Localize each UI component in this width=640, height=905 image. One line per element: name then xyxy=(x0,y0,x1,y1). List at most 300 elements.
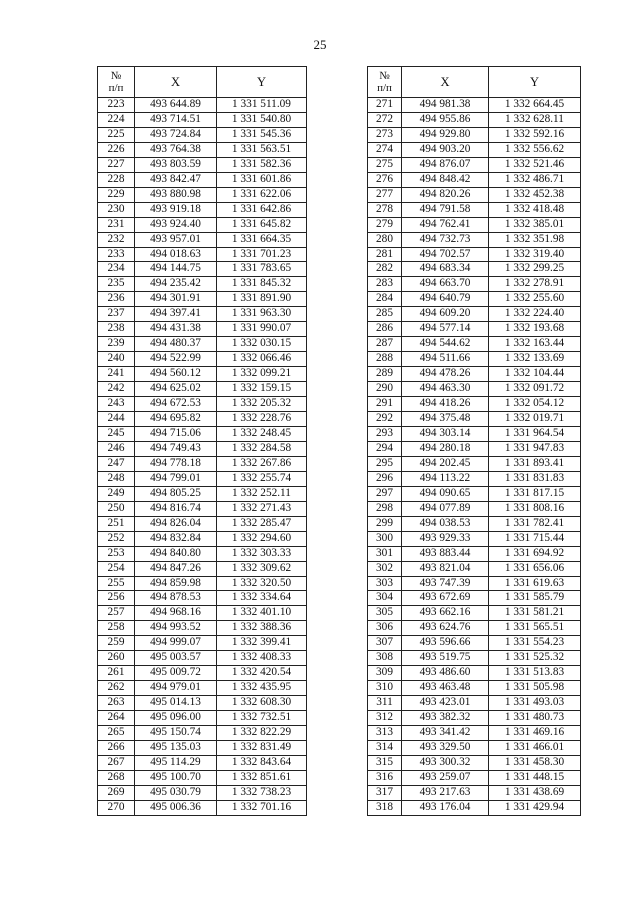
table-row xyxy=(368,232,581,247)
table-row xyxy=(368,142,581,157)
cell-number: 287 xyxy=(368,337,402,352)
cell-x: 493 957.01 xyxy=(135,232,217,247)
table-row xyxy=(368,112,581,127)
table-row xyxy=(98,740,307,755)
cell-number: 258 xyxy=(98,621,135,636)
table-row xyxy=(368,307,581,322)
table-row xyxy=(98,606,307,621)
table-row xyxy=(368,382,581,397)
column-header-x: X xyxy=(402,67,489,98)
cell-y: 1 332 019.71 xyxy=(489,412,581,427)
cell-y: 1 332 385.01 xyxy=(489,217,581,232)
cell-x: 494 840.80 xyxy=(135,546,217,561)
cell-y: 1 332 592.16 xyxy=(489,127,581,142)
cell-x: 495 096.00 xyxy=(135,711,217,726)
cell-x: 494 522.99 xyxy=(135,352,217,367)
cell-number: 260 xyxy=(98,651,135,666)
column-header-number: № п/п xyxy=(98,67,135,98)
cell-number: 224 xyxy=(98,112,135,127)
cell-number: 313 xyxy=(368,726,402,741)
table-row xyxy=(368,127,581,142)
cell-y: 1 331 891.90 xyxy=(217,292,307,307)
cell-number: 234 xyxy=(98,262,135,277)
cell-x: 494 826.04 xyxy=(135,516,217,531)
cell-y: 1 331 782.41 xyxy=(489,516,581,531)
cell-y: 1 331 817.15 xyxy=(489,486,581,501)
cell-y: 1 332 030.15 xyxy=(217,337,307,352)
cell-number: 290 xyxy=(368,382,402,397)
cell-x: 494 847.26 xyxy=(135,561,217,576)
cell-x: 494 968.16 xyxy=(135,606,217,621)
table-row xyxy=(98,696,307,711)
cell-y: 1 332 701.16 xyxy=(217,800,307,815)
table-row xyxy=(98,142,307,157)
cell-y: 1 331 513.83 xyxy=(489,666,581,681)
cell-x: 495 100.70 xyxy=(135,770,217,785)
cell-number: 243 xyxy=(98,397,135,412)
cell-number: 230 xyxy=(98,202,135,217)
cell-number: 254 xyxy=(98,561,135,576)
cell-x: 494 038.53 xyxy=(402,516,489,531)
table-row xyxy=(98,681,307,696)
table-row xyxy=(368,397,581,412)
cell-x: 494 235.42 xyxy=(135,277,217,292)
table-header-row xyxy=(98,67,307,98)
cell-y: 1 332 278.91 xyxy=(489,277,581,292)
table-row xyxy=(368,740,581,755)
cell-x: 494 993.52 xyxy=(135,621,217,636)
cell-y: 1 332 248.45 xyxy=(217,426,307,441)
cell-y: 1 332 738.23 xyxy=(217,785,307,800)
cell-y: 1 332 099.21 xyxy=(217,367,307,382)
table-row xyxy=(368,501,581,516)
cell-x: 493 176.04 xyxy=(402,800,489,815)
table-row xyxy=(98,770,307,785)
cell-y: 1 331 466.01 xyxy=(489,740,581,755)
cell-number: 268 xyxy=(98,770,135,785)
table-row xyxy=(98,202,307,217)
cell-y: 1 332 831.49 xyxy=(217,740,307,755)
cell-y: 1 331 448.15 xyxy=(489,770,581,785)
cell-y: 1 331 511.09 xyxy=(217,98,307,113)
cell-y: 1 332 843.64 xyxy=(217,755,307,770)
table-row xyxy=(368,202,581,217)
cell-y: 1 331 694.92 xyxy=(489,546,581,561)
cell-y: 1 331 563.51 xyxy=(217,142,307,157)
cell-number: 252 xyxy=(98,531,135,546)
cell-x: 494 999.07 xyxy=(135,636,217,651)
cell-y: 1 332 267.86 xyxy=(217,456,307,471)
cell-y: 1 331 845.32 xyxy=(217,277,307,292)
cell-x: 494 418.26 xyxy=(402,397,489,412)
table-row xyxy=(98,621,307,636)
cell-number: 309 xyxy=(368,666,402,681)
cell-number: 273 xyxy=(368,127,402,142)
cell-y: 1 332 418.48 xyxy=(489,202,581,217)
cell-number: 297 xyxy=(368,486,402,501)
table-row xyxy=(98,651,307,666)
cell-x: 493 747.39 xyxy=(402,576,489,591)
cell-number: 237 xyxy=(98,307,135,322)
table-row xyxy=(368,172,581,187)
table-row xyxy=(98,726,307,741)
cell-y: 1 331 831.83 xyxy=(489,471,581,486)
cell-y: 1 331 656.06 xyxy=(489,561,581,576)
cell-x: 495 006.36 xyxy=(135,800,217,815)
cell-y: 1 331 893.41 xyxy=(489,456,581,471)
cell-x: 494 303.14 xyxy=(402,426,489,441)
cell-x: 493 714.51 xyxy=(135,112,217,127)
cell-number: 236 xyxy=(98,292,135,307)
cell-number: 295 xyxy=(368,456,402,471)
cell-x: 494 903.20 xyxy=(402,142,489,157)
cell-x: 494 732.73 xyxy=(402,232,489,247)
cell-number: 247 xyxy=(98,456,135,471)
table-row xyxy=(98,576,307,591)
cell-x: 494 202.45 xyxy=(402,456,489,471)
cell-x: 495 009.72 xyxy=(135,666,217,681)
table-row xyxy=(98,441,307,456)
cell-x: 493 919.18 xyxy=(135,202,217,217)
cell-number: 291 xyxy=(368,397,402,412)
cell-x: 493 842.47 xyxy=(135,172,217,187)
cell-y: 1 332 271.43 xyxy=(217,501,307,516)
table-row xyxy=(368,681,581,696)
table-row xyxy=(368,711,581,726)
cell-x: 494 663.70 xyxy=(402,277,489,292)
cell-number: 276 xyxy=(368,172,402,187)
table-row xyxy=(98,322,307,337)
cell-x: 494 511.66 xyxy=(402,352,489,367)
cell-x: 494 805.25 xyxy=(135,486,217,501)
cell-number: 267 xyxy=(98,755,135,770)
cell-number: 318 xyxy=(368,800,402,815)
table-row xyxy=(98,217,307,232)
cell-x: 494 778.18 xyxy=(135,456,217,471)
cell-x: 493 329.50 xyxy=(402,740,489,755)
coordinates-table-right xyxy=(367,66,581,816)
table-row xyxy=(98,262,307,277)
cell-y: 1 331 581.21 xyxy=(489,606,581,621)
table-row xyxy=(98,456,307,471)
table-row xyxy=(368,621,581,636)
cell-y: 1 332 255.60 xyxy=(489,292,581,307)
cell-x: 494 577.14 xyxy=(402,322,489,337)
cell-x: 493 486.60 xyxy=(402,666,489,681)
cell-number: 239 xyxy=(98,337,135,352)
cell-y: 1 332 285.47 xyxy=(217,516,307,531)
cell-y: 1 332 388.36 xyxy=(217,621,307,636)
cell-number: 292 xyxy=(368,412,402,427)
table-row xyxy=(98,412,307,427)
cell-y: 1 332 351.98 xyxy=(489,232,581,247)
cell-number: 232 xyxy=(98,232,135,247)
table-row xyxy=(98,666,307,681)
cell-x: 493 662.16 xyxy=(402,606,489,621)
table-row xyxy=(368,247,581,262)
cell-number: 248 xyxy=(98,471,135,486)
table-row xyxy=(98,382,307,397)
cell-number: 302 xyxy=(368,561,402,576)
cell-x: 493 624.76 xyxy=(402,621,489,636)
cell-x: 494 560.12 xyxy=(135,367,217,382)
cell-x: 493 423.01 xyxy=(402,696,489,711)
table-row xyxy=(98,232,307,247)
table-row xyxy=(98,157,307,172)
cell-number: 314 xyxy=(368,740,402,755)
cell-number: 263 xyxy=(98,696,135,711)
cell-number: 238 xyxy=(98,322,135,337)
cell-number: 223 xyxy=(98,98,135,113)
cell-y: 1 332 521.46 xyxy=(489,157,581,172)
cell-number: 284 xyxy=(368,292,402,307)
cell-number: 265 xyxy=(98,726,135,741)
table-header-row xyxy=(368,67,581,98)
column-header-y: Y xyxy=(217,67,307,98)
cell-number: 225 xyxy=(98,127,135,142)
cell-number: 316 xyxy=(368,770,402,785)
table-row xyxy=(368,471,581,486)
table-row xyxy=(98,711,307,726)
cell-y: 1 332 435.95 xyxy=(217,681,307,696)
cell-number: 271 xyxy=(368,98,402,113)
cell-number: 308 xyxy=(368,651,402,666)
cell-y: 1 332 284.58 xyxy=(217,441,307,456)
cell-y: 1 331 715.44 xyxy=(489,531,581,546)
cell-number: 311 xyxy=(368,696,402,711)
cell-y: 1 332 133.69 xyxy=(489,352,581,367)
table-row xyxy=(98,292,307,307)
cell-y: 1 332 104.44 xyxy=(489,367,581,382)
cell-number: 251 xyxy=(98,516,135,531)
cell-y: 1 332 224.40 xyxy=(489,307,581,322)
cell-x: 493 929.33 xyxy=(402,531,489,546)
cell-number: 228 xyxy=(98,172,135,187)
cell-x: 494 876.07 xyxy=(402,157,489,172)
table-row xyxy=(98,337,307,352)
cell-number: 261 xyxy=(98,666,135,681)
cell-y: 1 332 319.40 xyxy=(489,247,581,262)
cell-y: 1 331 438.69 xyxy=(489,785,581,800)
cell-number: 303 xyxy=(368,576,402,591)
cell-number: 231 xyxy=(98,217,135,232)
cell-x: 494 090.65 xyxy=(402,486,489,501)
cell-x: 494 848.42 xyxy=(402,172,489,187)
cell-y: 1 331 964.54 xyxy=(489,426,581,441)
table-row xyxy=(368,755,581,770)
cell-x: 493 764.38 xyxy=(135,142,217,157)
cell-x: 494 695.82 xyxy=(135,412,217,427)
cell-number: 242 xyxy=(98,382,135,397)
cell-number: 312 xyxy=(368,711,402,726)
cell-x: 493 382.32 xyxy=(402,711,489,726)
cell-x: 494 816.74 xyxy=(135,501,217,516)
cell-x: 494 799.01 xyxy=(135,471,217,486)
table-row xyxy=(98,367,307,382)
table-row xyxy=(98,591,307,606)
cell-y: 1 332 066.46 xyxy=(217,352,307,367)
page-number: 25 xyxy=(313,37,327,52)
cell-y: 1 331 458.30 xyxy=(489,755,581,770)
cell-number: 256 xyxy=(98,591,135,606)
table-row xyxy=(98,486,307,501)
cell-x: 494 280.18 xyxy=(402,441,489,456)
cell-x: 493 300.32 xyxy=(402,755,489,770)
cell-number: 279 xyxy=(368,217,402,232)
cell-x: 494 077.89 xyxy=(402,501,489,516)
cell-number: 241 xyxy=(98,367,135,382)
cell-number: 244 xyxy=(98,412,135,427)
table-row xyxy=(98,516,307,531)
table-row xyxy=(368,785,581,800)
cell-number: 281 xyxy=(368,247,402,262)
cell-y: 1 331 505.98 xyxy=(489,681,581,696)
cell-y: 1 332 486.71 xyxy=(489,172,581,187)
cell-y: 1 332 159.15 xyxy=(217,382,307,397)
cell-y: 1 332 252.11 xyxy=(217,486,307,501)
cell-y: 1 332 628.11 xyxy=(489,112,581,127)
cell-x: 495 003.57 xyxy=(135,651,217,666)
cell-number: 296 xyxy=(368,471,402,486)
column-header-y: Y xyxy=(489,67,581,98)
cell-y: 1 331 545.36 xyxy=(217,127,307,142)
table-row xyxy=(368,412,581,427)
cell-number: 301 xyxy=(368,546,402,561)
cell-y: 1 332 608.30 xyxy=(217,696,307,711)
table-row xyxy=(368,367,581,382)
cell-y: 1 332 420.54 xyxy=(217,666,307,681)
table-body xyxy=(98,98,307,816)
cell-x: 494 397.41 xyxy=(135,307,217,322)
table-row xyxy=(368,292,581,307)
table-row xyxy=(98,352,307,367)
cell-y: 1 332 294.60 xyxy=(217,531,307,546)
cell-number: 249 xyxy=(98,486,135,501)
cell-number: 233 xyxy=(98,247,135,262)
cell-y: 1 332 556.62 xyxy=(489,142,581,157)
cell-x: 493 672.69 xyxy=(402,591,489,606)
table-row xyxy=(368,666,581,681)
cell-y: 1 331 963.30 xyxy=(217,307,307,322)
cell-y: 1 332 255.74 xyxy=(217,471,307,486)
cell-y: 1 331 947.83 xyxy=(489,441,581,456)
table-row xyxy=(368,561,581,576)
cell-y: 1 331 645.82 xyxy=(217,217,307,232)
table-row xyxy=(368,262,581,277)
cell-y: 1 332 091.72 xyxy=(489,382,581,397)
cell-x: 493 803.59 xyxy=(135,157,217,172)
cell-number: 294 xyxy=(368,441,402,456)
cell-y: 1 331 664.35 xyxy=(217,232,307,247)
cell-x: 494 702.57 xyxy=(402,247,489,262)
cell-y: 1 331 619.63 xyxy=(489,576,581,591)
cell-y: 1 332 664.45 xyxy=(489,98,581,113)
cell-y: 1 331 469.16 xyxy=(489,726,581,741)
cell-number: 270 xyxy=(98,800,135,815)
cell-number: 280 xyxy=(368,232,402,247)
cell-number: 306 xyxy=(368,621,402,636)
cell-y: 1 331 554.23 xyxy=(489,636,581,651)
cell-y: 1 332 408.33 xyxy=(217,651,307,666)
cell-number: 288 xyxy=(368,352,402,367)
cell-number: 240 xyxy=(98,352,135,367)
table-row xyxy=(368,636,581,651)
table-row xyxy=(98,247,307,262)
cell-y: 1 332 205.32 xyxy=(217,397,307,412)
table-row xyxy=(368,726,581,741)
cell-number: 286 xyxy=(368,322,402,337)
cell-number: 298 xyxy=(368,501,402,516)
cell-x: 494 859.98 xyxy=(135,576,217,591)
cell-y: 1 332 452.38 xyxy=(489,187,581,202)
cell-x: 494 544.62 xyxy=(402,337,489,352)
cell-y: 1 332 320.50 xyxy=(217,576,307,591)
table-row xyxy=(98,112,307,127)
cell-x: 494 832.84 xyxy=(135,531,217,546)
cell-y: 1 332 228.76 xyxy=(217,412,307,427)
table-row xyxy=(98,755,307,770)
cell-number: 282 xyxy=(368,262,402,277)
cell-number: 293 xyxy=(368,426,402,441)
cell-number: 274 xyxy=(368,142,402,157)
cell-x: 494 683.34 xyxy=(402,262,489,277)
cell-x: 493 924.40 xyxy=(135,217,217,232)
table-row xyxy=(98,636,307,651)
table-row xyxy=(98,800,307,815)
table-row xyxy=(368,277,581,292)
table-row xyxy=(368,157,581,172)
cell-x: 495 030.79 xyxy=(135,785,217,800)
cell-y: 1 331 480.73 xyxy=(489,711,581,726)
cell-x: 494 301.91 xyxy=(135,292,217,307)
cell-x: 494 672.53 xyxy=(135,397,217,412)
table-row xyxy=(368,337,581,352)
cell-x: 494 640.79 xyxy=(402,292,489,307)
cell-y: 1 331 783.65 xyxy=(217,262,307,277)
cell-number: 266 xyxy=(98,740,135,755)
table-row xyxy=(368,770,581,785)
cell-y: 1 332 309.62 xyxy=(217,561,307,576)
cell-x: 493 341.42 xyxy=(402,726,489,741)
table-row xyxy=(98,397,307,412)
table-row xyxy=(368,98,581,113)
cell-y: 1 332 054.12 xyxy=(489,397,581,412)
cell-x: 493 519.75 xyxy=(402,651,489,666)
table-row xyxy=(98,277,307,292)
cell-y: 1 331 525.32 xyxy=(489,651,581,666)
table-row xyxy=(98,98,307,113)
table-row xyxy=(368,426,581,441)
cell-x: 494 625.02 xyxy=(135,382,217,397)
cell-y: 1 331 808.16 xyxy=(489,501,581,516)
table-row xyxy=(368,696,581,711)
cell-x: 494 480.37 xyxy=(135,337,217,352)
cell-number: 226 xyxy=(98,142,135,157)
cell-y: 1 331 642.86 xyxy=(217,202,307,217)
column-header-number: № п/п xyxy=(368,67,402,98)
cell-x: 494 609.20 xyxy=(402,307,489,322)
cell-number: 229 xyxy=(98,187,135,202)
cell-number: 305 xyxy=(368,606,402,621)
cell-y: 1 332 299.25 xyxy=(489,262,581,277)
table-row xyxy=(98,785,307,800)
column-header-x: X xyxy=(135,67,217,98)
table-row xyxy=(368,187,581,202)
cell-number: 245 xyxy=(98,426,135,441)
cell-y: 1 332 334.64 xyxy=(217,591,307,606)
cell-number: 262 xyxy=(98,681,135,696)
table-row xyxy=(368,606,581,621)
